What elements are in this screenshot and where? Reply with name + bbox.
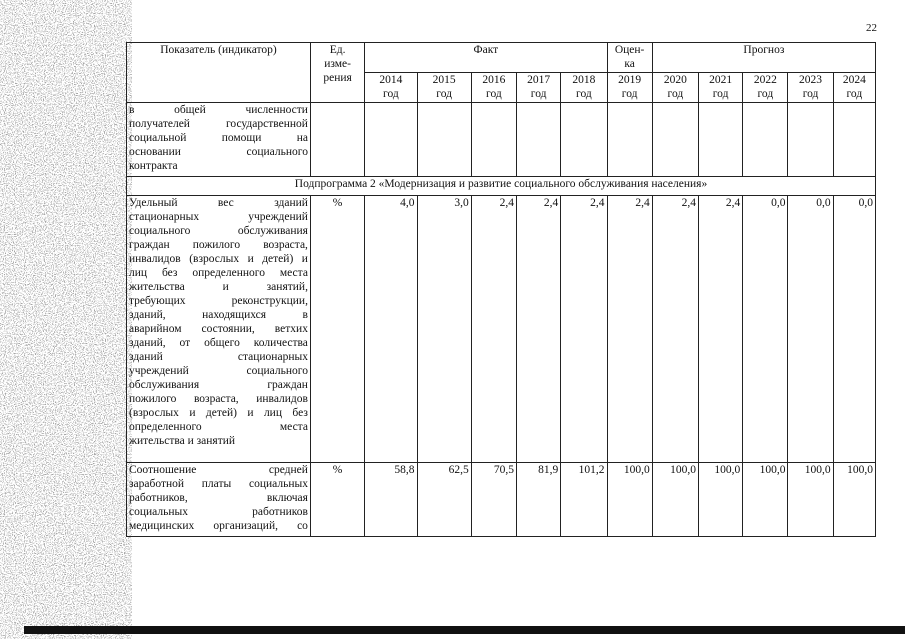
indicator-line [129, 519, 308, 533]
indicator-word: определенного [129, 421, 202, 433]
indicator-word: обслуживания [129, 379, 200, 391]
header-estimate [607, 43, 652, 73]
indicator-word: аварийном [129, 323, 182, 335]
indicator-line [129, 491, 308, 505]
indicator-word: Соотношение [129, 464, 197, 476]
indicator-word: стационарных [129, 211, 200, 223]
value-cell: 2,4 [561, 196, 607, 463]
indicator-line [129, 505, 308, 519]
indicator-line [129, 210, 308, 224]
indicator-word: государственной [225, 118, 308, 130]
value-cell: 4,0 [365, 196, 417, 463]
indicator-word: инвалидов [256, 393, 308, 405]
scan-edge-bar [24, 626, 905, 634]
indicator-word: и [222, 281, 229, 293]
year-cell: 2019 год [607, 73, 652, 103]
indicator-word: возраста, [193, 393, 239, 405]
table-row [127, 103, 876, 177]
indicator-word: без [292, 407, 308, 419]
value-cell [607, 103, 652, 177]
year-cell: 2016 год [471, 73, 516, 103]
indicator-word: средней [268, 464, 308, 476]
indicator-word: зданий, [129, 337, 166, 349]
year-cell: 2021 год [698, 73, 742, 103]
subprogram-title: Подпрограмма 2 «Модернизация и развитие социального обслуживания населения» [127, 177, 876, 196]
indicator-word: возраста, [263, 239, 308, 251]
indicator-line [129, 322, 308, 336]
indicator-line [129, 238, 308, 252]
table-row [127, 463, 876, 537]
indicator-line [129, 364, 308, 378]
indicator-line [129, 294, 308, 308]
indicator-line [129, 308, 308, 322]
indicator-word: детей) [262, 253, 294, 265]
indicator-word: состоянии, [201, 323, 255, 335]
indicator-word: работников, [129, 492, 188, 504]
indicator-word: помощи [221, 132, 262, 144]
value-cell [698, 103, 742, 177]
value-cell: 62,5 [417, 463, 471, 537]
indicator-word: инвалидов [129, 253, 181, 265]
indicator-word: пожилого [192, 239, 241, 251]
value-cell [471, 103, 516, 177]
indicator-word: граждан [267, 379, 308, 391]
unit-cell: % [310, 196, 364, 463]
indicator-word: без [161, 267, 178, 279]
indicator-word: заработной [129, 478, 185, 490]
value-cell: 58,8 [365, 463, 417, 537]
indicator-word: включая [266, 492, 308, 504]
indicator-line [129, 280, 308, 294]
header-unit-line: Ед. [329, 44, 346, 56]
indicator-word: жительства [129, 281, 185, 293]
indicator-line [129, 463, 308, 477]
value-cell: 81,9 [517, 463, 561, 537]
header-estimate-line: ка [624, 58, 635, 70]
subprogram-row [127, 177, 876, 196]
indicator-word: учреждений [248, 211, 308, 223]
indicator-word: социального [246, 365, 308, 377]
indicator-word: находящихся [202, 309, 267, 321]
year-cell: 2022 год [743, 73, 788, 103]
value-cell: 100,0 [743, 463, 788, 537]
value-cell: 2,4 [652, 196, 698, 463]
indicator-word: места [279, 267, 308, 279]
indicator-word: от [179, 337, 191, 349]
indicator-word: требующих [129, 295, 186, 307]
header-unit-line: изме- [324, 58, 351, 70]
value-cell: 100,0 [788, 463, 833, 537]
indicator-word: со [297, 520, 308, 532]
indicator-word: зданий [274, 197, 308, 209]
indicator-word: определенного [192, 267, 265, 279]
indicator-line [129, 378, 308, 392]
indicator-line [129, 477, 308, 491]
year-cell: 2024 год [833, 73, 875, 103]
indicator-word: места [279, 421, 308, 433]
indicator-table [126, 42, 876, 537]
value-cell: 2,4 [607, 196, 652, 463]
header-indicator: Показатель (индикатор) [127, 43, 311, 103]
value-cell [788, 103, 833, 177]
value-cell: 0,0 [833, 196, 875, 463]
indicator-cell [127, 196, 311, 463]
indicator-word: количества [253, 337, 308, 349]
indicator-word: пожилого [129, 393, 177, 405]
indicator-line [129, 131, 308, 145]
indicator-word: в [129, 104, 135, 116]
value-cell: 3,0 [417, 196, 471, 463]
indicator-word: и [189, 407, 196, 419]
indicator-word: реконструкции, [231, 295, 308, 307]
indicator-word: граждан [129, 239, 170, 251]
value-cell [417, 103, 471, 177]
indicator-word: лиц [129, 267, 148, 279]
value-cell [743, 103, 788, 177]
indicator-line [129, 103, 308, 117]
indicator-word: ветхих [274, 323, 308, 335]
indicator-line [129, 252, 308, 266]
year-cell: 2015 год [417, 73, 471, 103]
value-cell: 100,0 [607, 463, 652, 537]
indicator-word: и [301, 253, 308, 265]
indicator-word: основании [129, 146, 181, 158]
indicator-word: Удельный [129, 197, 178, 209]
indicator-word: занятий, [266, 281, 308, 293]
indicator-word: платы [201, 478, 232, 490]
indicator-word: социального [129, 225, 191, 237]
page-number: 22 [866, 22, 877, 34]
value-cell [365, 103, 417, 177]
indicator-line [129, 266, 308, 280]
indicator-word: и [247, 253, 254, 265]
indicator-cell [127, 463, 311, 537]
indicator-word: на [296, 132, 308, 144]
indicator-word: детей) [205, 407, 237, 419]
indicator-word: социальных [129, 506, 188, 518]
value-cell: 0,0 [788, 196, 833, 463]
year-cell: 2023 год [788, 73, 833, 103]
indicator-word: социального [246, 146, 308, 158]
year-cell: 2020 год [652, 73, 698, 103]
value-cell: 2,4 [471, 196, 516, 463]
indicator-word: зданий, [129, 309, 166, 321]
year-cell: 2018 год [561, 73, 607, 103]
value-cell: 100,0 [833, 463, 875, 537]
header-unit [310, 43, 364, 103]
header-row-1 [127, 43, 876, 73]
unit-cell: % [310, 463, 364, 537]
year-cell: 2017 год [517, 73, 561, 103]
indicator-word: (взрослых [189, 253, 240, 265]
indicator-word: вес [217, 197, 234, 209]
indicator-word: стационарных [237, 351, 308, 363]
value-cell: 2,4 [517, 196, 561, 463]
year-cell: 2014 год [365, 73, 417, 103]
indicator-line: контракта [129, 160, 178, 172]
indicator-line [129, 336, 308, 350]
indicator-word: получателей [129, 118, 190, 130]
value-cell [517, 103, 561, 177]
indicator-word: учреждений [129, 365, 189, 377]
indicator-word: медицинских [129, 520, 195, 532]
indicator-line [129, 406, 308, 420]
indicator-cell [127, 103, 311, 177]
indicator-line [129, 145, 308, 159]
header-unit-line: рения [323, 72, 352, 84]
value-cell [561, 103, 607, 177]
indicator-line [129, 117, 308, 131]
value-cell [652, 103, 698, 177]
value-cell: 70,5 [471, 463, 516, 537]
indicator-line [129, 420, 308, 434]
indicator-line [129, 196, 308, 210]
indicator-line: жительства и занятий [129, 435, 236, 447]
unit-cell [310, 103, 364, 177]
value-cell: 100,0 [698, 463, 742, 537]
indicator-word: (взрослых [129, 407, 179, 419]
indicator-word: обслуживания [237, 225, 308, 237]
indicator-word: численности [245, 104, 308, 116]
header-fact: Факт [365, 43, 607, 73]
indicator-word: организаций, [213, 520, 278, 532]
header-forecast: Прогноз [652, 43, 875, 73]
indicator-line [129, 224, 308, 238]
indicator-word: лиц [263, 407, 282, 419]
value-cell [833, 103, 875, 177]
value-cell: 0,0 [743, 196, 788, 463]
indicator-word: зданий [129, 351, 163, 363]
table-row [127, 196, 876, 463]
indicator-line [129, 392, 308, 406]
indicator-word: социальной [129, 132, 187, 144]
indicator-line [129, 350, 308, 364]
indicator-word: и [247, 407, 254, 419]
indicator-word: работников [252, 506, 308, 518]
value-cell: 101,2 [561, 463, 607, 537]
indicator-word: в [302, 309, 308, 321]
header-estimate-line: Оцен- [614, 44, 645, 56]
value-cell: 2,4 [698, 196, 742, 463]
value-cell: 100,0 [652, 463, 698, 537]
indicator-word: социальных [248, 478, 308, 490]
indicator-word: общего [204, 337, 240, 349]
indicator-word: общей [174, 104, 206, 116]
